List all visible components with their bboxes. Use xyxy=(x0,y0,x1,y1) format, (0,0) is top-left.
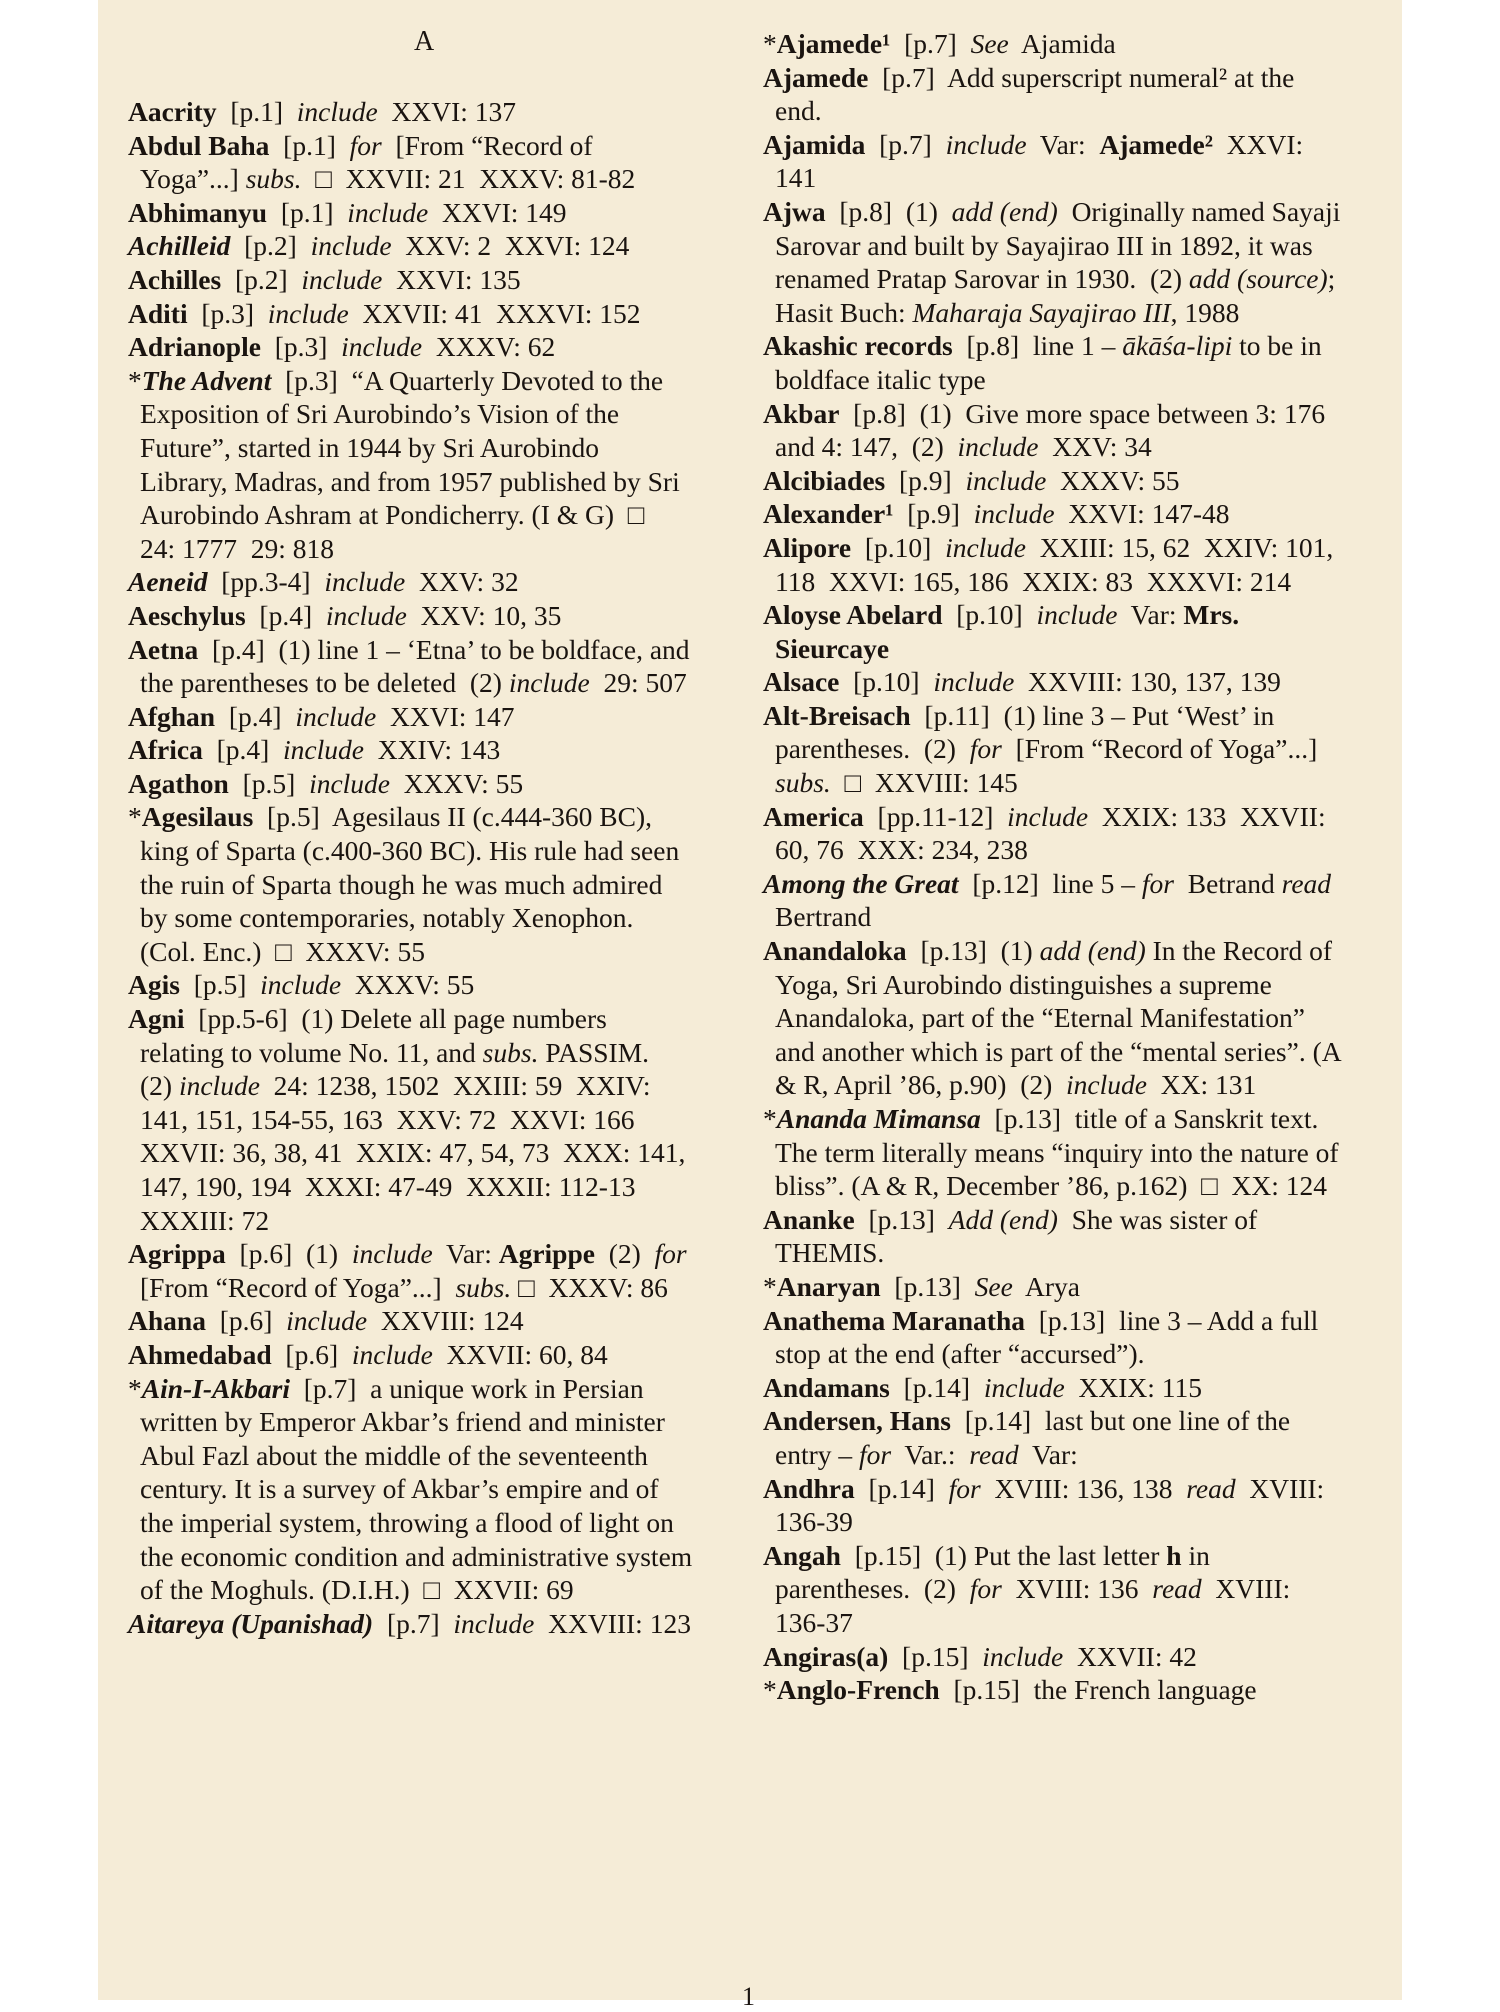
entry-text: include xyxy=(309,767,391,799)
entry-text: read xyxy=(1152,1573,1202,1605)
index-entry xyxy=(128,767,693,801)
index-entry xyxy=(128,297,693,331)
entry-headword: Alt-Breisach xyxy=(763,699,911,731)
index-entry xyxy=(763,1102,1345,1203)
entry-text: [p.6] (1) xyxy=(225,1238,352,1270)
index-entry xyxy=(763,1371,1345,1405)
index-entry xyxy=(763,1404,1345,1471)
entry-text: include xyxy=(973,498,1055,530)
entry-text: XXVI: 135 xyxy=(382,263,521,295)
entry-text: [pp.5-6] (1) Delete all page numbers relating to volume No. 11, and xyxy=(140,1003,614,1068)
entry-text: XXVII: 41 XXXVI: 152 xyxy=(348,297,641,329)
entry-text: include xyxy=(267,297,349,329)
entry-text: subs. xyxy=(482,1036,539,1068)
entry-headword: Anandaloka xyxy=(763,935,907,967)
entry-text: for xyxy=(969,1573,1002,1605)
entry-text: [p.4] (1) line 1 – ‘Etna’ to be boldface, and the parentheses to be deleted (2) xyxy=(140,633,697,699)
entry-text: [p.8] (1) xyxy=(825,195,952,227)
entry-text: Var: xyxy=(1026,128,1100,160)
entry-headword: Agesilaus xyxy=(141,801,254,833)
entry-headword: Afghan xyxy=(128,700,216,732)
entry-text: XXV: 2 XXVI: 124 xyxy=(391,230,630,262)
entry-text: [p.3] xyxy=(260,331,342,363)
entry-text: * xyxy=(128,364,142,396)
entry-text: include xyxy=(933,666,1015,698)
entry-headword: Alsace xyxy=(763,666,840,698)
entry-text: [p.7] xyxy=(865,128,946,160)
entry-text: [From “Record of Yoga”...] xyxy=(140,1238,701,1303)
entry-headword: Alexander¹ xyxy=(763,498,894,530)
entry-text: [p.12] line 5 – xyxy=(958,867,1142,899)
index-entry xyxy=(763,1472,1345,1539)
entry-headword: Ananda Mimansa xyxy=(776,1103,981,1134)
entry-headword: Ajamede² xyxy=(1099,128,1213,160)
entry-headword: Aeneid xyxy=(128,566,208,598)
entry-headword: Aloyse Abelard xyxy=(763,599,943,631)
entry-headword: Among the Great xyxy=(763,867,959,899)
entry-text: * xyxy=(128,1372,142,1404)
entry-text: [p.7] Add superscript numeral² at the end. xyxy=(775,61,1302,127)
index-entry xyxy=(128,599,693,633)
index-entry xyxy=(128,700,693,734)
index-entry xyxy=(128,733,693,767)
index-entry xyxy=(128,800,693,968)
entry-text: include xyxy=(324,566,406,598)
entry-text: [p.3] xyxy=(187,297,268,329)
entry-text: In the Record of Yoga, Sri Aurobindo distinguishes a supreme Anandaloka, part of the “Eternal Manifestation” and another which is part of the “mental series”. (A & R, April ’86, p.90) (2) xyxy=(775,935,1347,1101)
entry-text: include xyxy=(301,263,383,295)
entry-text: XXVIII: 124 xyxy=(367,1305,524,1337)
index-entry xyxy=(763,128,1345,195)
entry-text: [p.7] a unique work in Persian written by Emperor Akbar’s friend and minister Abul Fazl about the middle of the seventeenth century. It is a survey of Akbar’s empire and of the imperial system, throwing a flood of light on the economic condition and administrative system of the Moghuls. (D.I.H.) □ XXVII: 69 xyxy=(140,1372,700,1606)
entry-text: for xyxy=(859,1438,892,1470)
entry-text: [p.2] xyxy=(221,263,302,295)
entry-text: Maharaja Sayajirao III xyxy=(912,296,1171,328)
entry-text: Ajamida xyxy=(1008,28,1116,59)
entry-headword: Aitareya (Upanishad) xyxy=(128,1607,374,1639)
entry-headword: Agrippa xyxy=(128,1238,226,1270)
entry-text: XXVII: 60, 84 xyxy=(432,1338,608,1370)
index-entry xyxy=(763,1640,1345,1674)
entry-headword: Andhra xyxy=(763,1472,855,1504)
entry-text: ākāśa-lipi xyxy=(1122,330,1233,362)
entry-text: add (end) xyxy=(1039,935,1146,967)
entry-text: for xyxy=(654,1238,687,1270)
index-entry xyxy=(128,1304,693,1338)
index-entry xyxy=(763,800,1345,867)
entry-text: [p.11] (1) line 3 – Put ‘West’ in parentheses. (2) xyxy=(775,699,1282,765)
entry-headword: Africa xyxy=(128,734,203,766)
entry-text: * xyxy=(763,28,777,59)
index-entry xyxy=(763,497,1345,531)
entry-headword: Ahana xyxy=(128,1305,206,1337)
entry-text: include xyxy=(1036,599,1118,631)
entry-text: include xyxy=(508,667,590,699)
entry-text: XX: 131 xyxy=(1146,1069,1257,1101)
entry-text: Betrand xyxy=(1173,867,1282,899)
entry-headword: Ananke xyxy=(763,1203,855,1235)
entry-text: include xyxy=(945,128,1027,160)
entry-text: subs. xyxy=(245,163,302,195)
entry-text: include xyxy=(295,700,377,732)
entry-text: subs. xyxy=(455,1271,512,1303)
entry-text: in parentheses. (2) xyxy=(775,1539,1217,1605)
index-entry xyxy=(128,229,693,263)
entry-text: [From “Record of Yoga”...] xyxy=(140,129,599,195)
entry-text: ; Hasit Buch: xyxy=(775,263,1343,328)
entry-text: for xyxy=(1141,867,1174,899)
index-entry xyxy=(128,1002,693,1237)
section-letter-heading: A xyxy=(414,26,435,57)
entry-text: , 1988 xyxy=(1170,296,1240,328)
index-entry xyxy=(763,531,1345,598)
entry-headword: Alcibiades xyxy=(763,464,886,496)
index-entry xyxy=(763,329,1345,396)
entry-text: [p.13] xyxy=(854,1203,949,1235)
index-entry xyxy=(763,867,1345,934)
index-entry xyxy=(763,665,1345,699)
entry-headword: Akashic records xyxy=(763,330,953,362)
entry-text: include xyxy=(178,1070,260,1102)
entry-text: □ XXVII: 21 XXXV: 81-82 xyxy=(301,163,636,195)
entry-text: XXVI: 137 xyxy=(377,96,516,127)
entry-headword: Andersen, Hans xyxy=(763,1405,951,1437)
entry-headword: Achilleid xyxy=(128,230,231,262)
entry-text: [p.5] xyxy=(179,969,261,1001)
index-entry xyxy=(128,633,697,700)
entry-text: [p.13] title of a Sanskrit text. The term literally means “inquiry into the nature of bliss”. (A & R, December ’86, p.162) □ XX: 124 xyxy=(775,1103,1346,1202)
index-entry xyxy=(128,263,693,297)
entry-text: XXVII: 42 xyxy=(1063,1640,1197,1672)
entry-text: [p.15] (1) Put the last letter xyxy=(840,1539,1167,1571)
index-entry xyxy=(128,330,693,364)
index-entry xyxy=(128,565,693,599)
entry-text: include xyxy=(1007,800,1089,832)
entry-text: * xyxy=(763,1674,777,1706)
entry-text: [p.1] xyxy=(269,129,350,161)
entry-headword: Anaryan xyxy=(776,1270,881,1302)
entry-headword: Aetna xyxy=(128,633,199,665)
index-entry xyxy=(128,364,693,566)
entry-text: [p.14] xyxy=(889,1371,984,1403)
entry-text: 29: 507 xyxy=(589,667,687,699)
index-entry xyxy=(763,464,1345,498)
index-entry xyxy=(763,61,1345,128)
entry-headword: Anglo-French xyxy=(776,1674,940,1706)
index-entry xyxy=(763,598,1345,665)
entry-text: [p.13] line 3 – Add a full stop at the end (after “accursed”). xyxy=(775,1304,1326,1370)
entry-text: include xyxy=(260,969,342,1001)
entry-text: XXVI: 141 xyxy=(775,128,1311,194)
entry-headword: Angah xyxy=(763,1539,841,1571)
entry-text: include xyxy=(341,331,423,363)
entry-text: [p.3] “A Quarterly Devoted to the Exposition of Sri Aurobindo’s Vision of the Future”, started in 1944 by Sri Aurobindo Library, Madras, and from 1957 published by Sri Aurobindo Ashram at Pondicherry. (I & G) □ 24: 1777 29: 818 xyxy=(140,364,686,564)
entry-text: [p.7] xyxy=(373,1607,454,1639)
entry-text: XXVIII: 130, 137, 139 xyxy=(1014,666,1281,698)
entry-text: [p.9] xyxy=(885,464,966,496)
entry-text: include xyxy=(1066,1069,1147,1101)
entry-text: include xyxy=(351,1338,433,1370)
entry-text: XXIX: 115 xyxy=(1064,1371,1202,1403)
entry-text: [p.1] xyxy=(216,96,297,127)
entry-text: include xyxy=(310,230,392,262)
entry-text: include xyxy=(283,734,364,766)
entry-headword: Ain-I-Akbari xyxy=(141,1372,290,1404)
entry-text: [p.10] xyxy=(942,599,1037,631)
entry-text: XXIX: 133 XXVII: 60, 76 XXX: 234, 238 xyxy=(775,800,1333,866)
entry-text: XXV: 32 xyxy=(405,566,519,598)
entry-text: Var: xyxy=(1117,599,1184,631)
entry-headword: Agni xyxy=(128,1003,185,1035)
entry-text: [p.7] xyxy=(890,28,971,59)
index-entry xyxy=(128,1338,693,1372)
entry-text: [pp.3-4] xyxy=(207,566,325,598)
entry-text: for xyxy=(969,733,1002,765)
entry-text: [p.5] xyxy=(228,767,310,799)
entry-headword: Abdul Baha xyxy=(128,129,270,161)
index-entry xyxy=(763,1203,1345,1270)
index-entry xyxy=(763,397,1345,464)
entry-text: include xyxy=(286,1305,368,1337)
entry-text: XXVI: 147-48 xyxy=(1054,498,1230,530)
index-entry xyxy=(763,1304,1345,1371)
entry-text: XVIII: 136 xyxy=(1001,1573,1153,1605)
index-entry xyxy=(763,195,1348,329)
page-number: 1 xyxy=(742,1982,755,2011)
entry-headword: Alipore xyxy=(763,531,852,563)
entry-text: [p.4] xyxy=(245,599,326,631)
index-entry xyxy=(763,1539,1345,1640)
entry-text: [p.6] xyxy=(205,1305,287,1337)
entry-headword: Abhimanyu xyxy=(128,196,268,228)
entry-text: [p.8] line 1 – xyxy=(952,330,1123,362)
entry-headword: America xyxy=(763,800,864,832)
index-entry xyxy=(128,1237,701,1304)
entry-text: [p.15] xyxy=(888,1640,983,1672)
entry-headword: Agis xyxy=(128,969,180,1001)
entry-text: for xyxy=(349,129,382,161)
index-entry xyxy=(763,934,1345,1102)
entry-text: XXXV: 62 xyxy=(422,331,556,363)
entry-text: [p.2] xyxy=(230,230,311,262)
entry-text: □ XXXV: 86 xyxy=(511,1271,668,1303)
entry-text: XXXV: 55 xyxy=(341,969,475,1001)
entry-text: See xyxy=(974,1270,1013,1302)
entry-text: XXVIII: 123 xyxy=(534,1607,691,1639)
entry-text: for xyxy=(948,1472,981,1504)
index-entry xyxy=(763,699,1345,800)
entry-headword: Ajwa xyxy=(763,195,826,227)
entry-text: XVIII: 136-39 xyxy=(775,1472,1332,1538)
entry-text: XVIII: 136, 138 xyxy=(980,1472,1187,1504)
entry-text: [From “Record of Yoga”...] xyxy=(1001,733,1331,765)
entry-text: [p.15] the French language xyxy=(939,1674,1257,1706)
entry-text: XXIV: 143 xyxy=(363,734,501,766)
entry-text: add (source) xyxy=(1188,263,1328,295)
entry-text: include xyxy=(296,96,378,127)
entry-text: * xyxy=(763,1103,777,1134)
entry-headword: h xyxy=(1166,1539,1182,1571)
entry-text: [p.10] xyxy=(839,666,934,698)
entry-text: subs. xyxy=(775,767,831,799)
entry-text: XXV: 34 xyxy=(1038,431,1152,463)
entry-headword: Aditi xyxy=(128,297,188,329)
entry-headword: Angiras(a) xyxy=(763,1640,889,1672)
entry-text: Originally named Sayaji Sarovar and built by Sayajirao III in 1892, it was renamed Pratap Sarovar in 1930. (2) xyxy=(775,195,1348,295)
index-entry xyxy=(763,1673,1345,1707)
entry-text: [p.1] xyxy=(267,196,348,228)
index-entry xyxy=(128,95,693,129)
entry-text: include xyxy=(982,1640,1064,1672)
entry-headword: The Advent xyxy=(141,364,272,396)
entry-text: include xyxy=(325,599,407,631)
entry-headword: Akbar xyxy=(763,397,840,429)
index-entry xyxy=(128,1607,693,1641)
entry-text: XXVI: 149 xyxy=(428,196,567,228)
entry-headword: Aacrity xyxy=(128,96,217,127)
index-entry xyxy=(763,1270,1345,1304)
index-entry xyxy=(128,196,693,230)
entry-headword: Adrianople xyxy=(128,331,261,363)
entry-text: [p.14] last but one line of the entry – xyxy=(775,1405,1297,1470)
entry-text: (2) xyxy=(594,1238,655,1270)
entry-text: 24: 1238, 1502 XXIII: 59 XXIV: 141, 151, 154-55, 163 XXV: 72 XXVI: 166 XXVII: 36, 38, 41 XXIX: 47, 54, 73 XXX: 141, 147, 190, 194 XXXI: 47-49 XXXII: 112-13 XXXIII: 72 xyxy=(140,1070,693,1236)
entry-headword: Mrs. Sieurcaye xyxy=(775,599,1246,664)
entry-text: [p.5] Agesilaus II (c.444-360 BC), king of Sparta (c.400-360 BC). His rule had seen the ruin of Sparta though he was much admired by some contemporaries, notably Xenophon. (Col. Enc.) □ XXXV: 55 xyxy=(140,801,687,967)
entry-headword: Agrippe xyxy=(498,1238,595,1270)
entry-text: include xyxy=(453,1607,535,1639)
entry-text: include xyxy=(351,1238,433,1270)
entry-text: add (end) xyxy=(951,195,1058,227)
entry-text: * xyxy=(763,1270,777,1302)
entry-text: [p.4] xyxy=(202,734,284,766)
entry-text: XXXV: 55 xyxy=(1046,464,1180,496)
right-column xyxy=(763,27,1348,1707)
entry-headword: Ajamede xyxy=(763,61,869,93)
entry-text: PASSIM. (2) xyxy=(140,1036,663,1102)
entry-text: read xyxy=(969,1438,1019,1470)
left-column xyxy=(128,95,701,1640)
entry-text: [p.4] xyxy=(215,700,296,732)
entry-text: [p.13] (1) xyxy=(906,935,1040,967)
entry-text: read xyxy=(1186,1472,1236,1504)
entry-text: [p.9] xyxy=(893,498,974,530)
entry-text: XXIII: 15, 62 XXIV: 101, 118 XXVI: 165, 186 XXIX: 83 XXXVI: 214 xyxy=(775,531,1341,597)
entry-text: Var: xyxy=(1018,1438,1078,1470)
entry-text: See xyxy=(970,28,1009,59)
entry-headword: Ahmedabad xyxy=(128,1338,272,1370)
entry-text: Var: xyxy=(432,1238,499,1270)
entry-headword: Achilles xyxy=(128,263,222,295)
entry-text: □ XXVIII: 145 xyxy=(830,767,1018,799)
entry-text: * xyxy=(128,801,142,833)
entry-headword: Ajamida xyxy=(763,128,866,160)
entry-text: Add (end) xyxy=(948,1203,1058,1235)
entry-text: include xyxy=(965,464,1047,496)
entry-text: [p.14] xyxy=(854,1472,949,1504)
entry-text: include xyxy=(347,196,429,228)
entry-headword: Anathema Maranatha xyxy=(763,1304,1026,1336)
index-entry xyxy=(128,129,693,196)
entry-text: XXV: 10, 35 xyxy=(406,599,562,631)
entry-text: [p.6] xyxy=(271,1338,352,1370)
entry-text: [pp.11-12] xyxy=(863,800,1008,832)
entry-text: include xyxy=(957,431,1039,463)
entry-text: Arya xyxy=(1012,1270,1080,1302)
entry-text: She was sister of THEMIS. xyxy=(775,1203,1264,1269)
index-entry xyxy=(128,968,693,1002)
entry-headword: Ajamede¹ xyxy=(776,28,891,59)
entry-text: Var.: xyxy=(891,1438,970,1470)
entry-text: XVIII: 136-37 xyxy=(775,1573,1298,1638)
entry-text: [p.10] xyxy=(851,531,946,563)
entry-text: Bertrand xyxy=(775,867,1338,933)
index-entry xyxy=(763,27,1345,61)
entry-headword: Agathon xyxy=(128,767,229,799)
entry-text: include xyxy=(945,531,1027,563)
entry-headword: Aeschylus xyxy=(128,599,246,631)
entry-headword: Andamans xyxy=(763,1371,890,1403)
entry-text: [p.13] xyxy=(880,1270,975,1302)
index-entry xyxy=(128,1372,700,1607)
entry-text: XXXV: 55 xyxy=(390,767,524,799)
entry-text: [p.8] (1) Give more space between 3: 176 and 4: 147, (2) xyxy=(775,397,1332,463)
entry-text: to be in boldface italic type xyxy=(775,330,1329,395)
entry-text: include xyxy=(983,1371,1065,1403)
entry-text: XXVI: 147 xyxy=(376,700,515,732)
entry-text: read xyxy=(1281,867,1332,899)
